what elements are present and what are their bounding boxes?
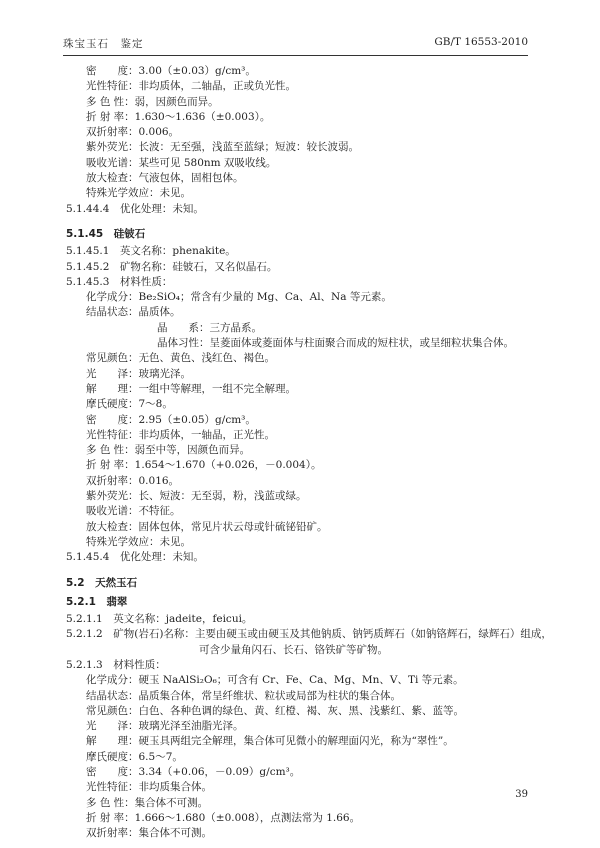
property-line: 光 泽：玻璃光泽至油脂光泽。 xyxy=(86,720,244,733)
section-heading: 5.1.45 硅铍石 xyxy=(66,227,146,240)
clause-line: 5.1.45.1 英文名称：phenakite。 xyxy=(66,245,236,258)
property-line: 特殊光学效应：未见。 xyxy=(86,187,191,200)
clause-line: 5.1.45.2 矿物名称：硅铍石，又名似晶石。 xyxy=(66,260,278,273)
property-line: 特殊光学效应：未见。 xyxy=(86,535,191,548)
property-line: 化学成分：Be₂SiO₄；常含有少量的 Mg、Ca、Al、Na 等元素。 xyxy=(86,291,392,304)
subsection-heading: 5.2.1 翡翠 xyxy=(66,595,128,608)
clause-line: 5.1.45.4 优化处理：未知。 xyxy=(66,551,204,564)
property-line: 解 理：硬玉具两组完全解理，集合体可见微小的解理面闪光，称为“翠性”。 xyxy=(86,735,454,748)
property-line: 折 射 率：1.654～1.670（+0.026，－0.004）。 xyxy=(86,459,322,472)
property-line: 光性特征：非均质集合体。 xyxy=(86,781,212,794)
property-subline: 晶 系：三方晶系。 xyxy=(157,321,262,334)
property-line: 双折射率：0.016。 xyxy=(86,474,180,487)
document-body xyxy=(66,64,552,842)
property-line: 密 度：2.95（±0.05）g/cm³。 xyxy=(86,413,256,426)
page-number: 39 xyxy=(515,789,528,800)
property-line: 光性特征：非均质体，二轴晶，正或负光性。 xyxy=(86,80,296,93)
clause-line: 5.2.1.1 英文名称：jadeite，feicui。 xyxy=(66,613,253,626)
running-header-title: 珠宝玉石 鉴定 xyxy=(63,38,144,50)
property-subline: 晶体习性：呈菱面体或菱面体与柱面聚合而成的短柱状，或呈细粒状集合体。 xyxy=(157,337,514,350)
property-line: 紫外荧光：长、短波：无至弱，粉，浅蓝或绿。 xyxy=(86,490,307,503)
property-line: 折 射 率：1.666～1.680（±0.008），点测法常为 1.66。 xyxy=(86,811,361,824)
property-line: 化学成分：硬玉 NaAlSi₂O₆；可含有 Cr、Fe、Ca、Mg、Mn、V、Ti 等元素。 xyxy=(86,674,464,687)
clause-continuation: 可含少量角闪石、长石、铬铁矿等矿物。 xyxy=(199,643,388,656)
property-line: 解 理：一组中等解理，一组不完全解理。 xyxy=(86,382,296,395)
property-line: 紫外荧光：长波：无至强，浅蓝至蓝绿；短波：较长波弱。 xyxy=(86,141,359,154)
property-line: 双折射率：0.006。 xyxy=(86,126,180,139)
property-line: 双折射率：集合体不可测。 xyxy=(86,827,212,840)
property-line: 结晶状态：晶质集合体，常呈纤维状、粒状或局部为柱状的集合体。 xyxy=(86,689,401,702)
standard-number: GB/T 16553-2010 xyxy=(434,36,528,48)
property-line: 光 泽：玻璃光泽。 xyxy=(86,367,191,380)
clause-line: 5.2.1.3 材料性质： xyxy=(66,658,166,671)
property-line: 折 射 率：1.630～1.636（±0.003）。 xyxy=(86,110,271,123)
property-line: 密 度：3.00（±0.03）g/cm³。 xyxy=(86,65,256,77)
property-line: 结晶状态：晶质体。 xyxy=(86,306,181,319)
clause-line: 5.1.44.4 优化处理：未知。 xyxy=(66,202,204,215)
header-rule xyxy=(63,55,528,56)
property-line: 常见颜色：白色、各种色调的绿色、黄、红橙、褐、灰、黑、浅紫红、紫、蓝等。 xyxy=(86,704,464,717)
property-line: 光性特征：非均质体，一轴晶，正光性。 xyxy=(86,428,275,441)
property-line: 放大检查：气液包体，固相包体。 xyxy=(86,172,244,185)
property-line: 多 色 性：弱，因颜色而异。 xyxy=(86,95,219,108)
top-properties xyxy=(66,64,536,202)
property-line: 吸收光谱：某些可见 580nm 双吸收线。 xyxy=(86,156,277,169)
property-line: 摩氏硬度：7～8。 xyxy=(86,398,173,411)
property-line: 摩氏硬度：6.5～7。 xyxy=(86,750,183,763)
clause-line: 5.1.45.3 材料性质： xyxy=(66,275,173,288)
property-line: 放大检查：固体包体，常见片状云母或针硫铋铅矿。 xyxy=(86,520,328,533)
property-line: 密 度：3.34（+0.06，－0.09）g/cm³。 xyxy=(86,766,301,779)
section-heading: 5.2 天然玉石 xyxy=(66,576,138,589)
property-line: 多 色 性：弱至中等，因颜色而异。 xyxy=(86,444,251,457)
property-line: 吸收光谱：不特征。 xyxy=(86,505,181,518)
property-line: 多 色 性：集合体不可测。 xyxy=(86,796,209,809)
clause-line: 5.2.1.2 矿物(岩石)名称：主要由硬玉或由硬玉及其他钠质、钠钙质辉石（如钠铬辉石，绿辉石）组成， xyxy=(66,628,552,641)
property-line: 常见颜色：无色、黄色、浅红色、褐色。 xyxy=(86,352,275,365)
